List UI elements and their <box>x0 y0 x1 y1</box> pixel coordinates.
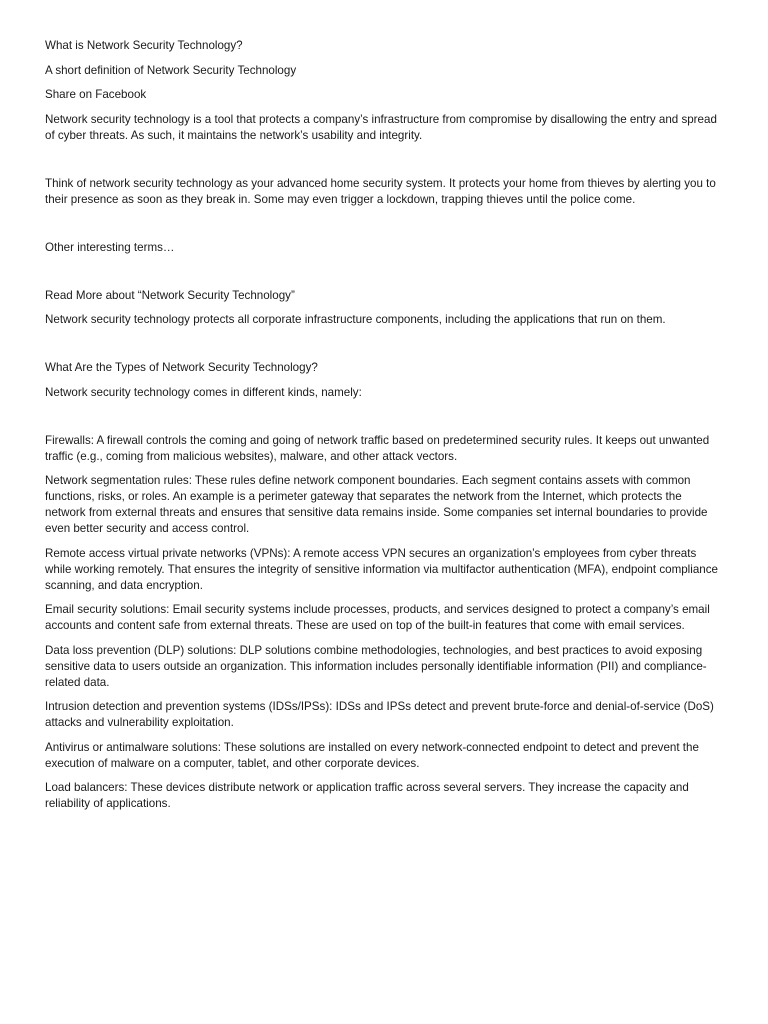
list-item-load-balancers: Load balancers: These devices distribute network or application traffic across several servers. They increase the capacity and reliability of applications. <box>45 781 689 810</box>
share-on-facebook-text: Share on Facebook <box>45 88 147 101</box>
list-item-dlp: Data loss prevention (DLP) solutions: DLP solutions combine methodologies, technologies, and best practices to avoid exposing sensitive data to users outside an organization. This information includes personally identifiable information (PII) and compliance-related data. <box>45 643 707 689</box>
page-title: What is Network Security Technology? <box>45 39 243 52</box>
types-heading: What Are the Types of Network Security Technology? <box>45 361 318 374</box>
list-item-ids-ips: Intrusion detection and prevention systems (IDSs/IPSs): IDSs and IPSs detect and prevent brute-force and denial-of-service (DoS) attacks and vulnerability exploitation. <box>45 700 714 729</box>
definition-paragraph: Network security technology is a tool that protects a company’s infrastructure from compromise by disallowing the entry and spread of cyber threats. As such, it maintains the network’s usability and integrity. <box>45 112 717 142</box>
analogy-paragraph: Think of network security technology as your advanced home security system. It protects your home from thieves by alerting you to their presence as soon as they break in. Some may even trigger a lockdown, trapping thieves until the police come. <box>45 176 716 206</box>
list-item-antivirus: Antivirus or antimalware solutions: These solutions are installed on every network-connected endpoint to detect and prevent the execution of malware on a computer, tablet, and other corporate devices. <box>45 740 699 770</box>
protection-paragraph: Network security technology protects all corporate infrastructure components, including the applications that run on them. <box>45 313 666 326</box>
document-body <box>45 38 725 821</box>
list-item-network-segmentation: Network segmentation rules: These rules define network component boundaries. Each segment contains assets with common functions, risks, or roles. An example is a perimeter gateway that separates the network from the Internet, which protects the network from external threats and ensures that sensitive data remains inside. Some companies set internal boundaries to provide even better security and access control. <box>45 474 708 535</box>
list-item-remote-access-vpn: Remote access virtual private networks (VPNs): A remote access VPN secures an organization’s employees from cyber threats while working remotely. That ensures the integrity of sensitive information via multifactor authentication (MFA), endpoint compliance scanning, and data encryption. <box>45 546 718 592</box>
read-more-heading: Read More about “Network Security Technology” <box>45 288 295 302</box>
other-terms-text: Other interesting terms… <box>45 240 175 254</box>
types-intro: Network security technology comes in different kinds, namely: <box>45 385 362 399</box>
list-item-email-security: Email security solutions: Email security systems include processes, products, and services designed to protect a company’s email accounts and content safe from external threats. These are used on top of the built-in features that come with email services. <box>45 603 710 632</box>
subtitle: A short definition of Network Security Technology <box>45 63 297 77</box>
list-item-firewalls: Firewalls: A firewall controls the coming and going of network traffic based on predetermined security rules. It keeps out unwanted traffic (e.g., coming from malicious websites), malware, and other attack vectors. <box>45 433 710 463</box>
